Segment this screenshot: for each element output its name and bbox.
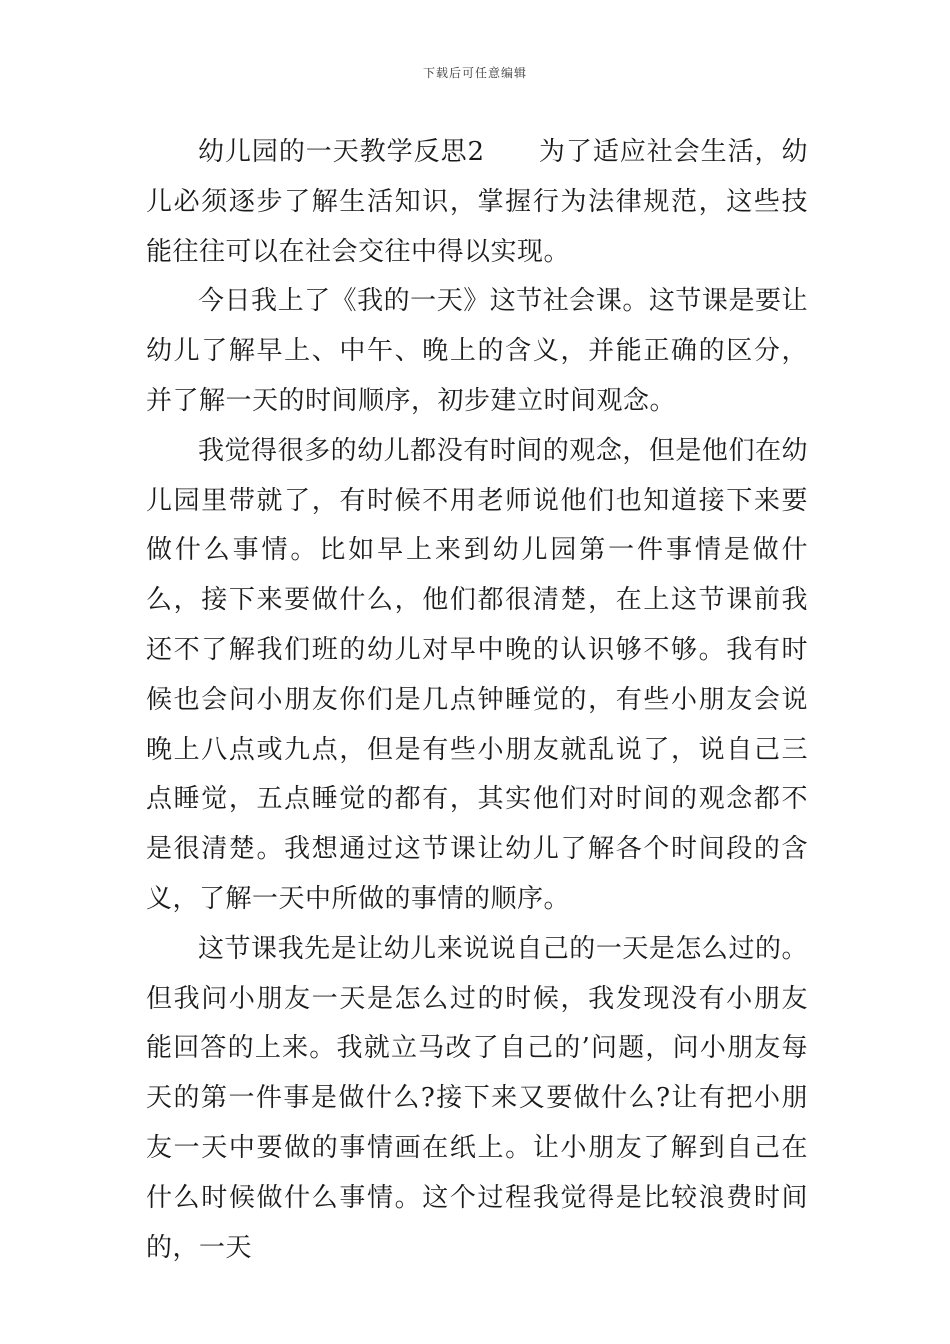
document-body (146, 128, 808, 1273)
paragraph-1: 幼儿园的一天教学反思2 为了适应社会生活，幼儿必须逐步了解生活知识，掌握行为法律规范，这些技能往往可以在社会交往中得以实现。 (146, 137, 808, 267)
paragraph-3: 我觉得很多的幼儿都没有时间的观念，但是他们在幼儿园里带就了，有时候不用老师说他们也知道接下来要做什么事情。比如早上来到幼儿园第一件事情是做什么，接下来要做什么，他们都很清楚，在上这节课前我还不了解我们班的幼儿对早中晚的认识够不够。我有时候也会问小朋友你们是几点钟睡觉的，有些小朋友会说晚上八点或九点，但是有些小朋友就乱说了，说自己三点睡觉，五点睡觉的都有，其实他们对时间的观念都不是很清楚。我想通过这节课让幼儿了解各个时间段的含义，了解一天中所做的事情的顺序。 (146, 435, 808, 914)
page-header: 下载后可任意编辑 (422, 66, 527, 80)
paragraph-2: 今日我上了《我的一天》这节社会课。这节课是要让幼儿了解早上、中午、晚上的含义，并能正确的区分，并了解一天的时间顺序，初步建立时间观念。 (146, 286, 808, 416)
paragraph-4: 这节课我先是让幼儿来说说自己的一天是怎么过的。但我问小朋友一天是怎么过的时候，我发现没有小朋友能回答的上来。我就立马改了自己的’问题，问小朋友每天的第一件事是做什么?接下来又要做什么?让有把小朋友一天中要做的事情画在纸上。让小朋友了解到自己在什么时候做什么事情。这个过程我觉得是比较浪费时间的，一天 (146, 933, 808, 1263)
